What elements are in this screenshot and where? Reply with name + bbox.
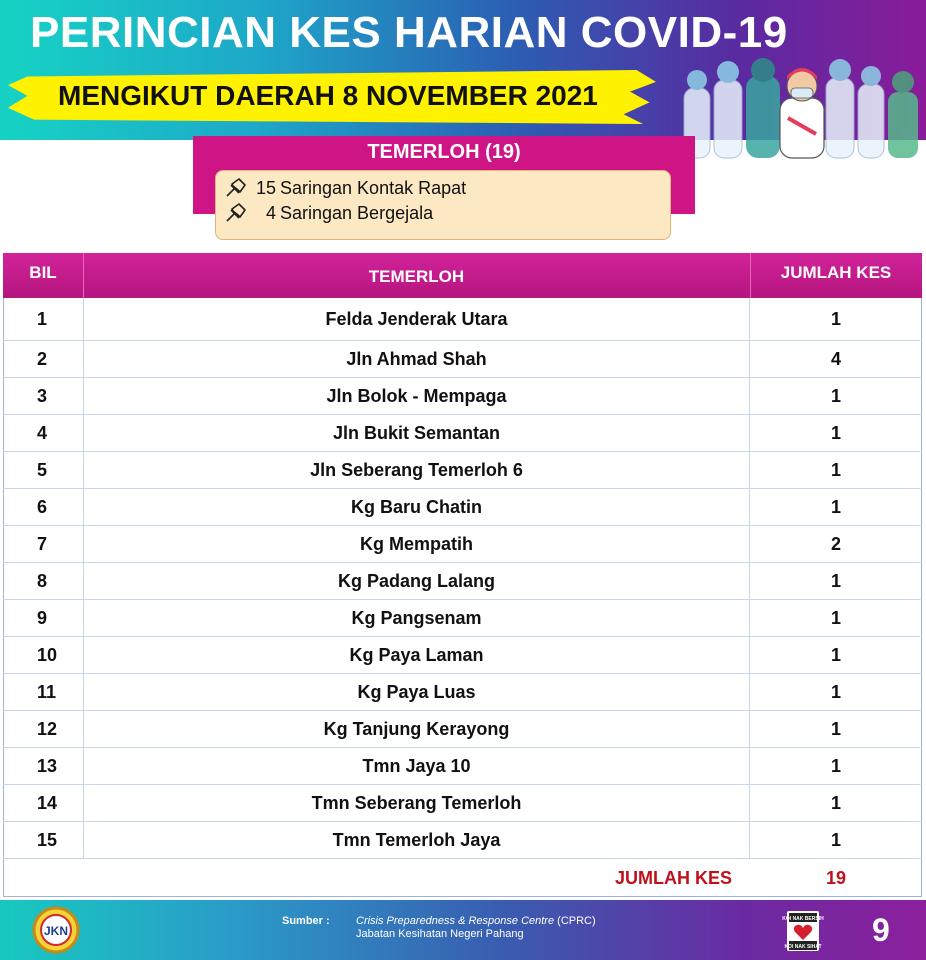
row-cases: 1 — [830, 681, 841, 702]
row-location: Jln Ahmad Shah — [83, 341, 750, 377]
table-row — [3, 785, 922, 822]
row-cases: 1 — [830, 496, 841, 517]
jkn-logo — [28, 904, 84, 956]
page-subtitle: MENGIKUT DAERAH 8 NOVEMBER 2021 — [58, 80, 598, 111]
row-number: 8 — [37, 570, 48, 591]
row-location: Felda Jenderak Utara — [83, 298, 750, 340]
row-number: 10 — [37, 644, 58, 665]
source-org: Crisis Preparedness & Response Centre — [356, 915, 555, 927]
row-cases: 1 — [830, 829, 841, 850]
row-number: 9 — [37, 607, 48, 628]
table-body — [3, 298, 922, 859]
row-number: 13 — [37, 755, 58, 776]
summary-line-symptomatic — [224, 201, 433, 225]
table-row — [3, 415, 922, 452]
total-label: JUMLAH KES — [615, 868, 733, 888]
row-location: Jln Seberang Temerloh 6 — [83, 452, 750, 488]
table-row — [3, 822, 922, 859]
district-title: TEMERLOH (19) — [367, 141, 521, 163]
row-location: Jln Bukit Semantan — [83, 415, 750, 451]
row-location: Tmn Temerloh Jaya — [83, 822, 750, 858]
summary-count: 15 — [255, 178, 276, 198]
row-cases: 4 — [830, 348, 841, 369]
row-number: 12 — [37, 718, 58, 739]
row-location: Kg Baru Chatin — [83, 489, 750, 525]
table-row — [3, 452, 922, 489]
table-row — [3, 748, 922, 785]
svg-text:JKN: JKN — [43, 924, 69, 938]
row-number: 1 — [37, 308, 48, 329]
table-row — [3, 600, 922, 637]
table-row — [3, 298, 922, 341]
row-number: 7 — [37, 533, 48, 554]
page-number: 9 — [872, 912, 890, 948]
total-value: 19 — [825, 868, 847, 888]
row-cases: 1 — [830, 718, 841, 739]
row-number: 4 — [37, 422, 48, 443]
row-number: 5 — [37, 459, 48, 480]
row-location: Jln Bolok - Mempaga — [83, 378, 750, 414]
row-cases: 1 — [830, 308, 841, 329]
row-cases: 1 — [830, 459, 841, 480]
source-label: Sumber : — [282, 915, 330, 927]
row-cases: 1 — [830, 607, 841, 628]
row-location: Kg Pangsenam — [83, 600, 750, 636]
row-cases: 1 — [830, 644, 841, 665]
table-row — [3, 526, 922, 563]
pushpin-icon — [224, 201, 248, 223]
row-location: Tmn Seberang Temerloh — [83, 785, 750, 821]
row-location: Kg Padang Lalang — [83, 563, 750, 599]
table-row — [3, 674, 922, 711]
svg-text:KOI NAK BERSIH: KOI NAK BERSIH — [782, 916, 824, 922]
row-location: Kg Paya Laman — [83, 637, 750, 673]
source-text — [356, 915, 596, 941]
source-abbr: (CPRC) — [557, 915, 596, 927]
column-header-bil: BIL — [29, 263, 57, 282]
healthcare-workers-illustration — [676, 58, 926, 158]
summary-count: 4 — [265, 203, 276, 223]
table-row — [3, 711, 922, 748]
row-cases: 1 — [830, 422, 841, 443]
table-row — [3, 637, 922, 674]
row-location: Kg Paya Luas — [83, 674, 750, 710]
row-location: Kg Tanjung Kerayong — [83, 711, 750, 747]
row-number: 3 — [37, 385, 48, 406]
row-number: 2 — [37, 348, 48, 369]
row-cases: 1 — [830, 385, 841, 406]
source-dept: Jabatan Kesihatan Negeri Pahang — [356, 928, 524, 940]
column-header-location: TEMERLOH — [368, 267, 465, 286]
total-row — [3, 860, 922, 897]
svg-text:KOI NAK SIHAT: KOI NAK SIHAT — [784, 944, 822, 950]
row-cases: 2 — [830, 533, 841, 554]
row-cases: 1 — [830, 755, 841, 776]
column-header-cases: JUMLAH KES — [780, 263, 892, 282]
row-number: 14 — [37, 792, 58, 813]
row-number: 11 — [37, 681, 57, 702]
table-row — [3, 341, 922, 378]
row-location: Tmn Jaya 10 — [83, 748, 750, 784]
summary-label: Saringan Kontak Rapat — [280, 178, 467, 198]
pushpin-icon — [224, 176, 248, 198]
row-cases: 1 — [830, 792, 841, 813]
table-row — [3, 378, 922, 415]
koi-nak-sihat-badge — [782, 910, 824, 952]
row-number: 15 — [37, 829, 58, 850]
summary-label: Saringan Bergejala — [280, 203, 434, 223]
page-title: PERINCIAN KES HARIAN COVID-19 — [30, 8, 788, 57]
row-number: 6 — [37, 496, 48, 517]
table-row — [3, 563, 922, 600]
row-cases: 1 — [830, 570, 841, 591]
summary-line-close-contact — [224, 176, 466, 200]
row-location: Kg Mempatih — [83, 526, 750, 562]
table-row — [3, 489, 922, 526]
